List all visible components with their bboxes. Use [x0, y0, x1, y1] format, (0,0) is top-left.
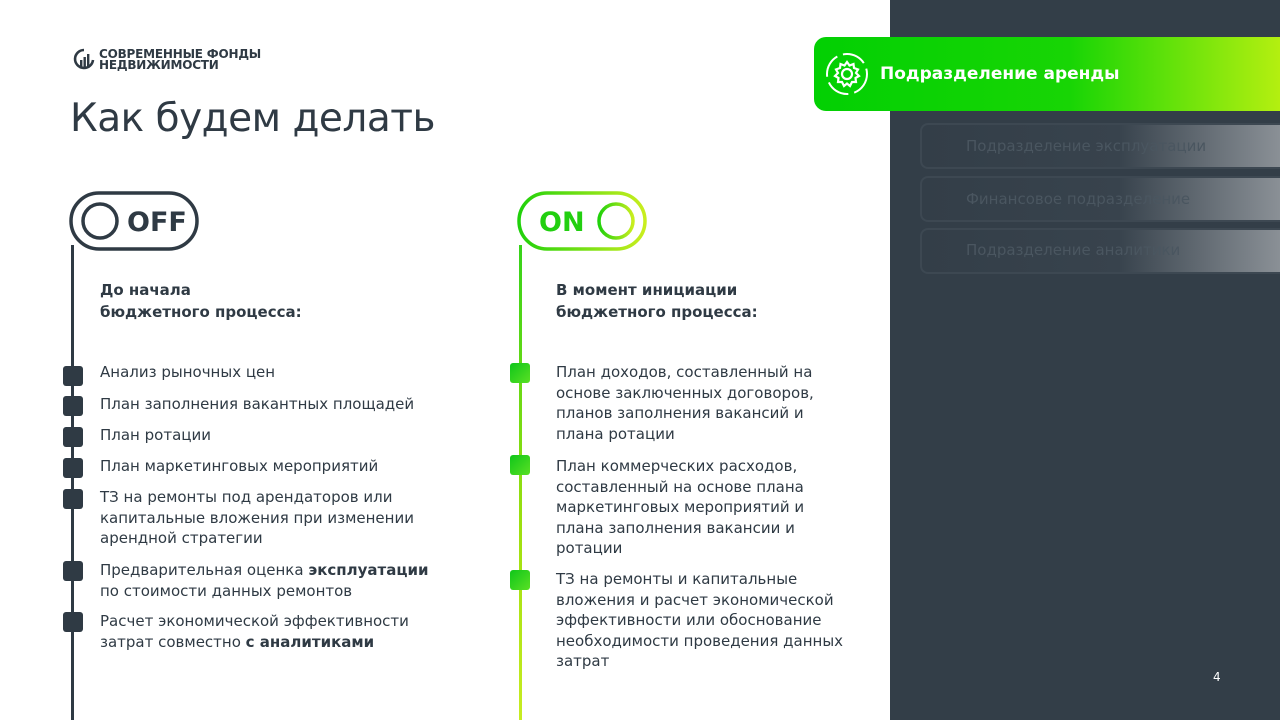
page-title: Как будем делать — [70, 96, 435, 141]
tab-maintenance-department[interactable] — [920, 123, 1280, 169]
off-item-marker — [63, 396, 83, 416]
on-item-text: плана заполнения вакансии и — [556, 518, 795, 537]
off-item-text: План маркетинговых мероприятий — [100, 457, 379, 475]
page-number: 4 — [1213, 670, 1221, 684]
off-item-marker — [63, 561, 83, 581]
on-item-text: вложения и расчет экономической — [556, 590, 834, 609]
on-heading-line-1: В момент инициации — [556, 281, 738, 299]
off-item-text: План заполнения вакантных площадей — [100, 395, 415, 413]
off-item — [100, 611, 409, 652]
tab-label: Финансовое подразделение — [966, 190, 1191, 208]
tab-finance-department[interactable] — [920, 176, 1280, 222]
off-item-marker — [63, 427, 83, 447]
on-item-text: основе заключенных договоров, — [556, 383, 814, 402]
off-item-text: арендной стратегии — [100, 529, 263, 547]
company-logo — [73, 47, 261, 73]
off-item-text-bold: с аналитиками — [245, 632, 375, 651]
on-item — [556, 569, 843, 672]
off-item-text: Анализ рыночных цен — [100, 363, 276, 381]
on-item-text: ТЗ на ремонты и капитальные — [556, 570, 798, 588]
off-item — [100, 456, 378, 477]
on-item-text: эффективности или обоснование — [556, 611, 822, 629]
off-item — [100, 560, 429, 601]
tab-label: Подразделение аналитики — [966, 241, 1181, 259]
off-item-text-plain: Предварительная оценка — [100, 561, 309, 579]
on-item — [556, 456, 804, 559]
on-item-text: плана ротации — [556, 424, 675, 443]
off-item-text — [100, 560, 429, 581]
off-item-text: капитальные вложения при изменении — [100, 508, 414, 527]
tab-label: Подразделение аренды — [880, 64, 1120, 84]
off-heading — [100, 279, 302, 323]
on-item-marker — [510, 570, 530, 590]
on-item-text: План коммерческих расходов, — [556, 457, 798, 475]
logo-line-1: СОВРЕМЕННЫЕ ФОНДЫ — [99, 47, 262, 61]
off-toggle — [69, 191, 201, 253]
on-item-marker — [510, 363, 530, 383]
on-item-text: План доходов, составленный на — [556, 363, 813, 381]
on-item-text: составленный на основе плана — [556, 477, 804, 496]
on-item-text: затрат — [556, 652, 610, 670]
on-item-text: планов заполнения вакансий и — [556, 404, 804, 422]
on-item-text: маркетинговых мероприятий и — [556, 498, 805, 516]
off-item-marker — [63, 489, 83, 509]
on-item-marker — [510, 455, 530, 475]
off-item — [100, 362, 275, 383]
off-item — [100, 394, 414, 415]
logo-icon — [73, 47, 95, 73]
off-heading-line-2: бюджетного процесса: — [100, 303, 302, 321]
off-item — [100, 487, 414, 549]
off-timeline — [71, 245, 74, 720]
on-heading-line-2: бюджетного процесса: — [556, 303, 758, 321]
off-heading-line-1: До начала — [100, 281, 191, 299]
on-item-text: необходимости проведения данных — [556, 631, 844, 650]
on-toggle — [517, 191, 649, 253]
off-item-text — [100, 632, 409, 653]
off-item-marker — [63, 458, 83, 478]
gear-icon — [824, 51, 870, 97]
tab-rental-department[interactable] — [814, 37, 1280, 111]
off-toggle-label: OFF — [127, 207, 187, 238]
off-item-text: План ротации — [100, 426, 211, 444]
off-item-marker — [63, 366, 83, 386]
on-toggle-label: ON — [539, 207, 585, 238]
logo-line-2: НЕДВИЖИМОСТИ — [99, 58, 219, 72]
off-item-text-bold: эксплуатации — [308, 561, 429, 579]
on-heading — [556, 279, 758, 323]
on-item-text: ротации — [556, 539, 623, 557]
tab-label: Подразделение эксплуатации — [966, 137, 1207, 155]
off-item — [100, 425, 211, 446]
on-timeline — [519, 245, 522, 720]
on-item — [556, 362, 814, 444]
off-item-text-plain: затрат совместно — [100, 632, 246, 651]
off-item-text: по стоимости данных ремонтов — [100, 581, 353, 600]
logo-text — [99, 49, 261, 71]
off-item-text: Расчет экономической эффективности — [100, 612, 409, 630]
off-item-marker — [63, 612, 83, 632]
tab-analytics-department[interactable] — [920, 228, 1280, 274]
off-item-text: ТЗ на ремонты под арендаторов или — [100, 488, 393, 506]
